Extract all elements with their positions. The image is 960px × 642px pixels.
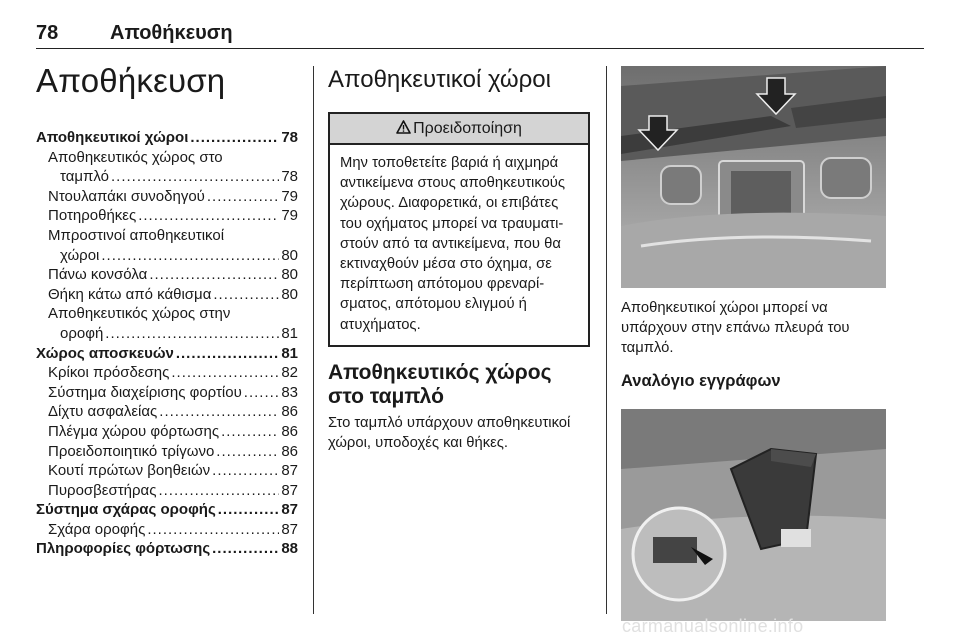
toc-entry[interactable] — [36, 206, 298, 226]
toc-page-number: 80 — [281, 285, 298, 303]
warning-header — [330, 114, 588, 145]
toc-page-number: 78 — [281, 168, 298, 186]
toc-entry[interactable] — [36, 402, 298, 422]
toc-entry-text: Ντουλαπάκι συνοδηγού — [48, 187, 205, 205]
toc-entry-text: Αποθηκευτικός χώρος στην — [48, 305, 231, 323]
toc-entry-text: Πλέγμα χώρου φόρτωσης — [48, 422, 220, 440]
section-title-storage: Αποθηκευτικοί χώροι — [328, 66, 551, 93]
toc-leader-dots — [213, 285, 279, 305]
toc-page-number: 82 — [281, 364, 298, 382]
chapter-title: Αποθήκευση — [36, 62, 226, 99]
toc-page-number: 87 — [281, 462, 298, 480]
toc-page-number: 86 — [281, 422, 298, 440]
running-title: Αποθήκευση — [110, 22, 233, 44]
middle-column — [328, 60, 590, 453]
toc-page-number: 81 — [281, 344, 298, 362]
toc-entry[interactable] — [36, 285, 298, 305]
toc-entry-text: Σχάρα οροφής — [48, 520, 146, 538]
page-header — [36, 14, 924, 49]
toc-page-number: 80 — [281, 266, 298, 284]
toc-entry[interactable] — [36, 520, 298, 540]
toc-page-number: 87 — [281, 481, 298, 499]
toc-leader-dots — [111, 167, 279, 187]
toc-entry-text: Κουτί πρώτων βοηθειών — [48, 462, 211, 480]
toc-entry-text: Πάνω κονσόλα — [48, 266, 148, 284]
toc-page-number: 88 — [281, 540, 298, 558]
toc-entry-text: χώροι — [60, 246, 100, 264]
toc-section[interactable] — [36, 344, 298, 364]
toc-entry[interactable] — [36, 265, 298, 285]
table-of-contents — [36, 128, 298, 559]
toc-leader-dots — [216, 442, 279, 462]
toc-entry-text: Πληροφορίες φόρτωσης — [36, 540, 211, 558]
section-title-document-holder: Αναλόγιο εγγράφων — [621, 372, 781, 390]
column-divider — [606, 66, 607, 614]
toc-entry[interactable] — [36, 363, 298, 383]
toc-leader-dots — [105, 324, 279, 344]
toc-leader-dots — [218, 500, 280, 520]
toc-column — [36, 60, 298, 559]
page-number: 78 — [36, 22, 59, 44]
toc-entry-text: Αποθηκευτικοί χώροι — [36, 129, 189, 146]
toc-leader-dots — [212, 461, 279, 481]
dashboard-paragraph: Στο ταμπλό υπάρχουν αποθηκευτικοί χώροι, υποδοχές και θήκες. — [328, 414, 571, 451]
column-divider — [313, 66, 314, 614]
toc-leader-dots — [190, 128, 279, 148]
toc-entry-text: Χώρος αποσκευών — [36, 344, 174, 362]
toc-entry[interactable] — [36, 187, 298, 207]
toc-entry-text: Σύστημα διαχείρισης φορτίου — [48, 383, 242, 401]
toc-entry-text: Κρίκοι πρόσδεσης — [48, 364, 170, 382]
toc-page-number: 78 — [281, 129, 298, 146]
toc-entry-text: Προειδοποιητικό τρίγωνο — [48, 442, 215, 460]
toc-page-number: 87 — [281, 501, 298, 519]
toc-entry[interactable] — [36, 383, 298, 403]
toc-page-number: 81 — [281, 324, 298, 342]
toc-section[interactable] — [36, 539, 298, 559]
right-column — [621, 66, 886, 621]
watermark: carmanualsonline.info — [622, 616, 804, 636]
warning-box — [328, 112, 590, 347]
toc-leader-dots — [158, 481, 279, 501]
toc-page-number: 83 — [281, 383, 298, 401]
toc-entry-text: Πυροσβεστήρας — [48, 481, 157, 499]
toc-leader-dots — [207, 187, 279, 207]
toc-leader-dots — [147, 520, 279, 540]
toc-leader-dots — [221, 422, 279, 442]
toc-entry-text: Ποτηροθήκες — [48, 207, 137, 225]
toc-entry-text: οροφή — [60, 324, 104, 342]
toc-entry-text: Θήκη κάτω από κάθισμα — [48, 285, 212, 303]
toc-entry[interactable] — [36, 422, 298, 442]
toc-entry-text: Δίχτυ ασφαλείας — [48, 403, 158, 421]
toc-leader-dots — [176, 344, 279, 364]
toc-leader-dots — [138, 206, 279, 226]
warning-text: Μην τοποθετείτε βαριά ή αιχμηρά αντικείμενα στους αποθηκευτικούς χώρους. Διαφορετικά, οι επιβάτες του οχήματος μπορεί να τραυματι- στούν από τα αντικείμενα, που θα εκτιναχθούν μέσα στο όχημα, σε περίπτωση απότομου φρεναρί- σματος, απότομου ελιγμού ή ατυχήματος. — [340, 155, 566, 333]
toc-page-number: 79 — [281, 187, 298, 205]
toc-leader-dots — [244, 383, 280, 403]
toc-page-number: 86 — [281, 403, 298, 421]
warning-title: Προειδοποίηση — [413, 120, 522, 137]
toc-entry[interactable] — [36, 304, 298, 343]
toc-section[interactable] — [36, 500, 298, 520]
toc-page-number: 86 — [281, 442, 298, 460]
image-caption: Αποθηκευτικοί χώροι μπορεί να υπάρχουν στην επάνω πλευρά του ταμπλό. — [621, 300, 850, 356]
toc-leader-dots — [171, 363, 279, 383]
document-holder-illustration — [621, 409, 886, 621]
toc-entry-text: Σύστημα σχάρας οροφής — [36, 501, 216, 519]
toc-entry-text: Μπροστινοί αποθηκευτικοί — [48, 226, 225, 244]
toc-entry-text: Αποθηκευτικός χώρος στο — [48, 148, 223, 166]
toc-section[interactable] — [36, 128, 298, 148]
toc-entry[interactable] — [36, 481, 298, 501]
toc-leader-dots — [212, 539, 279, 559]
toc-leader-dots — [149, 265, 279, 285]
toc-leader-dots — [101, 246, 279, 266]
toc-entry[interactable] — [36, 226, 298, 265]
section-title-dashboard: Αποθηκευτικός χώρος στο ταμπλό — [328, 360, 552, 408]
dashboard-storage-illustration — [621, 66, 886, 288]
toc-page-number: 80 — [281, 246, 298, 264]
toc-leader-dots — [159, 402, 279, 422]
toc-entry[interactable] — [36, 148, 298, 187]
warning-triangle-icon — [396, 120, 411, 134]
toc-page-number: 87 — [281, 520, 298, 538]
toc-entry-text: ταμπλό — [60, 168, 109, 186]
toc-entry[interactable] — [36, 461, 298, 481]
toc-page-number: 79 — [281, 207, 298, 225]
toc-entry[interactable] — [36, 442, 298, 462]
